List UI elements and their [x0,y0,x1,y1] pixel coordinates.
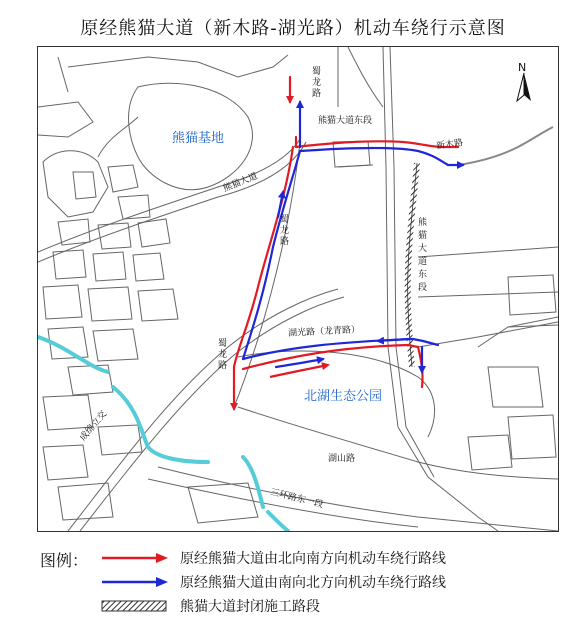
road-label-panda-east-top: 熊猫大道东段 [318,116,373,126]
legend-label-hatch: 熊猫大道封闭施工路段 [180,599,320,615]
road-label-panda-avenue: 熊猫大道 [222,171,260,195]
north-label: N [518,61,527,74]
road-label-panda-east-vertical: 熊猫大道东段 [418,218,428,293]
legend-item-hatch [100,596,320,616]
red-arrow-icon [100,551,170,565]
hatch-swatch-icon [100,599,170,613]
road-label-sanhuan: 三环路东一段 [269,487,325,511]
road-label-chengmian: 成绵立交 [78,409,110,444]
road-label-shulong-south: 蜀龙路 [218,339,228,371]
road-label-xinmu: 新木路 [435,138,464,152]
closed-section-hatch [408,163,417,367]
street-network [38,47,558,531]
map-title: 原经熊猫大道（新木路-湖光路）机动车绕行示意图 [80,18,506,39]
legend-item-blue [100,572,446,592]
blue-arrow-icon [100,575,170,589]
legend-item-red [100,548,446,568]
road-label-shulong-mid: 蜀龙路 [280,215,290,247]
map-frame[interactable] [37,46,559,532]
road-label-hushan: 湖山路 [328,454,356,464]
area-label-panda-base: 熊猫基地 [172,131,225,146]
legend-label-red: 原经熊猫大道由北向南方向机动车绕行路线 [180,551,446,567]
area-label-beihu-park: 北湖生态公园 [304,389,383,404]
road-label-huguang: 湖光路（龙青路） [287,325,361,339]
road-label-shulong-north: 蜀龙路 [312,67,322,99]
map-canvas [38,47,558,531]
north-arrow-icon [517,73,531,101]
legend-title: 图例： [40,551,89,570]
legend-label-blue: 原经熊猫大道由南向北方向机动车绕行路线 [180,575,446,591]
